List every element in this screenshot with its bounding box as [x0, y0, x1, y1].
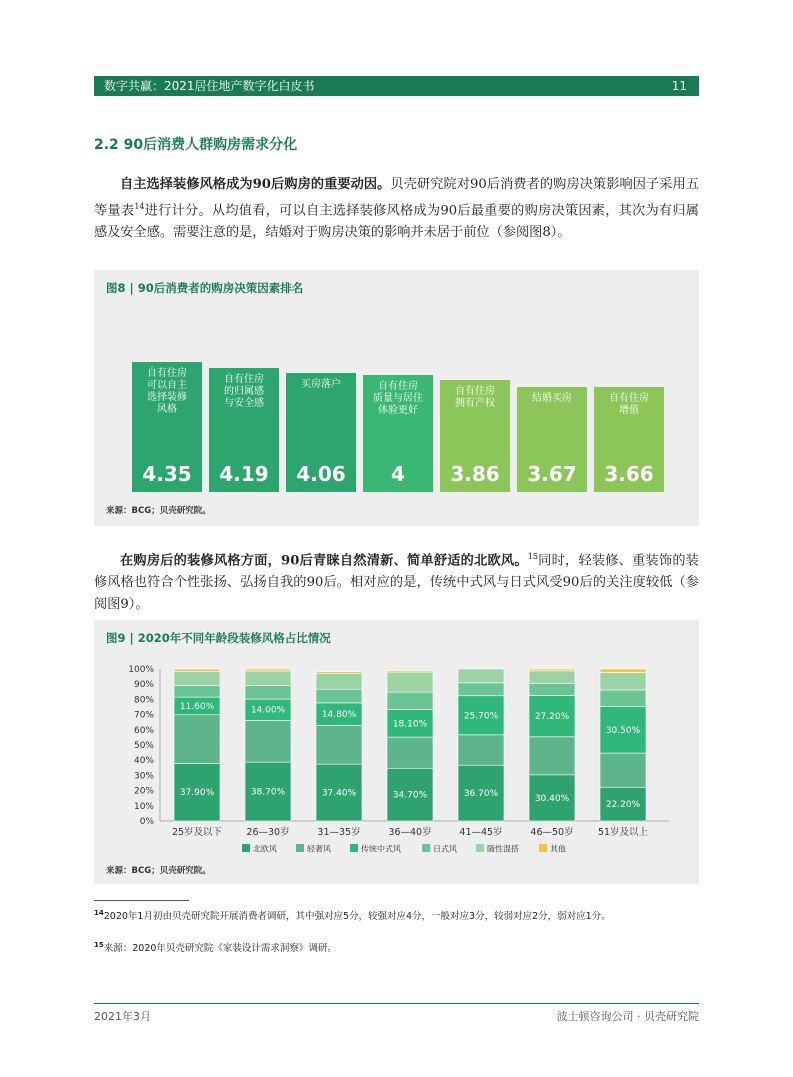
- fig9-data-label: 36.70%: [463, 789, 499, 800]
- fig8-bar: [363, 375, 433, 492]
- x-tick-label: 46—50岁: [530, 827, 574, 838]
- fig8-bar-label: 自有住房 质量与居住 体验更好: [373, 381, 423, 416]
- fig8-bar-value: 4.19: [219, 462, 269, 486]
- footnote-15-number: 15: [94, 941, 104, 949]
- x-tick-label: 51岁及以上: [597, 827, 649, 838]
- fig8-bar: [594, 387, 664, 492]
- y-tick-label: 50%: [133, 741, 154, 751]
- fig9-bar-segment: [316, 672, 362, 674]
- y-tick-label: 10%: [133, 801, 154, 812]
- fig8-bar: [286, 373, 356, 492]
- paragraph-1-text-b: 进行计分。从均值看，可以自主选择装修风格成为90后最重要的购房决策因素，其次为有归属感及安全感。需要注意的是，结婚对于购房决策的影响并未居于前位（参阅图8）。: [94, 203, 699, 241]
- header-title: 数字共赢：2021居住地产数字化白皮书: [104, 79, 315, 93]
- figure-9-title: 图9 | 2020年不同年龄段装修风格占比情况: [106, 631, 331, 645]
- fig9-bar-segment: [245, 669, 291, 671]
- fig8-bar: [209, 368, 279, 492]
- fig9-bar-segment: [387, 672, 433, 692]
- fig9-bar-segment: [316, 689, 362, 703]
- x-tick-label: 25岁及以下: [171, 827, 223, 838]
- figure-8-title: 图8 | 90后消费者的购房决策因素排名: [106, 281, 304, 295]
- figure-8: [94, 270, 699, 526]
- x-tick-label: 36—40岁: [388, 827, 432, 838]
- fig9-data-label: 18.10%: [392, 719, 428, 730]
- fig9-data-label: 37.90%: [179, 788, 215, 799]
- footnote-15: [94, 938, 699, 956]
- fig9-bar-segment: [458, 683, 504, 696]
- fig9-bar-segment: [245, 671, 291, 685]
- fig9-bar-segment: [174, 715, 220, 764]
- y-tick-label: 100%: [128, 665, 154, 675]
- fig9-bar-segment: [529, 683, 575, 695]
- fig9-bar-segment: [600, 669, 646, 672]
- fig9-bar-segment: [600, 672, 646, 689]
- fig9-bar-segment: [458, 669, 504, 683]
- fig9-data-label: 14.00%: [250, 705, 286, 716]
- fig8-bar: [517, 387, 587, 492]
- fig9-bar-segment: [174, 686, 220, 697]
- fig9-data-label: 34.70%: [392, 790, 428, 801]
- paragraph-1-bold: 自主选择装修风格成为90后购房的重要动因。: [120, 177, 391, 192]
- legend-swatch: [539, 844, 547, 852]
- section-heading: 2.2 90后消费人群购房需求分化: [94, 137, 298, 153]
- fig9-bar-segment: [174, 669, 220, 671]
- paragraph-1-text-a: 贝壳研究院对90后消费者的购房决策影响因子采用五等量表: [94, 177, 700, 219]
- footnote-15-text: 来源：2020年贝壳研究院《家装设计需求洞察》调研。: [103, 943, 337, 955]
- fig8-bar-value: 3.67: [527, 462, 577, 486]
- figure-9: [94, 620, 699, 884]
- legend-swatch: [476, 844, 484, 852]
- fig8-bar: [440, 380, 510, 492]
- figure-8-source: 来源：BCG；贝壳研究院。: [106, 506, 211, 516]
- legend-label: 轻奢风: [307, 844, 331, 854]
- legend-swatch: [296, 844, 304, 852]
- fig8-bar-label: 自有住房 可以自主 选择装修 风格: [147, 368, 187, 415]
- y-tick-label: 60%: [133, 725, 154, 736]
- fig8-bar-value: 3.86: [450, 462, 500, 486]
- figure-9-chart: [94, 620, 699, 884]
- legend-label: 其他: [550, 844, 566, 854]
- figure-9-source: 来源：BCG；贝壳研究院。: [106, 866, 211, 876]
- fig9-bar-segment: [387, 671, 433, 673]
- fig9-data-label: 22.20%: [605, 800, 641, 811]
- fig9-bar-segment: [387, 737, 433, 768]
- y-tick-label: 0%: [139, 817, 154, 827]
- fig8-bar-label: 结婚买房: [532, 393, 572, 404]
- paragraph-2-bold: 在购房后的装修风格方面，90后青睐自然清新、简单舒适的北欧风。: [120, 553, 528, 569]
- legend-swatch: [242, 844, 250, 852]
- x-tick-label: 26—30岁: [246, 827, 290, 838]
- footnote-ref-15[interactable]: 15: [527, 552, 538, 561]
- fig9-bar-segment: [316, 673, 362, 689]
- fig9-bar-segment: [387, 692, 433, 709]
- fig9-bar-segment: [245, 720, 291, 762]
- fig9-bar-segment: [529, 669, 575, 671]
- fig9-bar-segment: [316, 725, 362, 764]
- y-tick-label: 70%: [133, 710, 154, 721]
- legend-swatch: [422, 844, 430, 852]
- fig9-data-label: 37.40%: [321, 788, 357, 799]
- footnote-14: [94, 906, 699, 924]
- legend-label: 随性混搭: [487, 844, 519, 854]
- y-tick-label: 20%: [133, 786, 154, 797]
- fig9-data-label: 25.70%: [463, 711, 499, 722]
- legend-label: 日式风: [433, 844, 457, 854]
- header-bar: [94, 76, 699, 96]
- fig8-bar-value: 4.35: [142, 462, 192, 486]
- fig9-bar-segment: [529, 737, 575, 775]
- fig9-bar-segment: [600, 753, 646, 787]
- y-tick-label: 90%: [133, 680, 154, 691]
- footer-divider: [94, 1003, 699, 1004]
- footnote-14-number: 14: [94, 909, 104, 917]
- footer-org: 波士顿咨询公司 · 贝壳研究院: [556, 1010, 699, 1023]
- footnote-ref-14[interactable]: 14: [134, 202, 145, 211]
- page-number: 11: [671, 79, 687, 93]
- x-tick-label: 31—35岁: [317, 827, 361, 838]
- paragraph-1: [94, 174, 699, 244]
- fig9-bar-segment: [458, 735, 504, 765]
- fig8-bar: [132, 362, 202, 492]
- legend-label: 传统中式风: [361, 844, 401, 854]
- fig9-data-label: 30.40%: [534, 793, 570, 804]
- footer-date: 2021年3月: [94, 1010, 151, 1023]
- fig8-bar-label: 买房落户: [301, 379, 341, 390]
- fig9-bar-segment: [245, 685, 291, 699]
- legend-label: 北欧风: [253, 844, 277, 854]
- y-tick-label: 30%: [133, 771, 154, 782]
- footnote-divider: [94, 900, 189, 901]
- x-tick-label: 41—45岁: [459, 827, 503, 838]
- fig9-data-label: 30.50%: [605, 725, 641, 736]
- fig8-bar-value: 4: [391, 462, 405, 486]
- paragraph-2-text: 同时，轻装修、重装饰的装修风格也符合个性张扬、弘扬自我的90后。相对应的是，传统中式风与日式风受90后的关注度较低（参阅图9）。: [94, 553, 699, 613]
- fig9-data-label: 11.60%: [179, 701, 215, 712]
- fig9-bar-segment: [529, 671, 575, 683]
- fig9-bar-segment: [174, 671, 220, 685]
- fig8-bar-value: 3.66: [604, 462, 654, 486]
- fig8-bar-label: 自有住房 拥有产权: [455, 386, 495, 409]
- fig8-bar-value: 4.06: [296, 462, 346, 486]
- fig9-data-label: 38.70%: [250, 787, 286, 798]
- fig9-bar-segment: [600, 690, 646, 707]
- y-tick-label: 40%: [133, 756, 154, 767]
- fig9-data-label: 27.20%: [534, 712, 570, 723]
- fig9-data-label: 14.80%: [321, 710, 357, 721]
- footnote-14-text: 2020年1月初由贝壳研究院开展消费者调研，其中强对应5分，较强对应4分，一般对应3分，较弱对应2分，弱对应1分。: [103, 911, 611, 923]
- paragraph-2: [94, 546, 699, 616]
- legend-swatch: [350, 844, 358, 852]
- fig8-bar-label: 自有住房 的归属感 与安全感: [224, 374, 264, 409]
- y-tick-label: 80%: [133, 695, 154, 706]
- fig8-bar-label: 自有住房 增值: [609, 393, 649, 416]
